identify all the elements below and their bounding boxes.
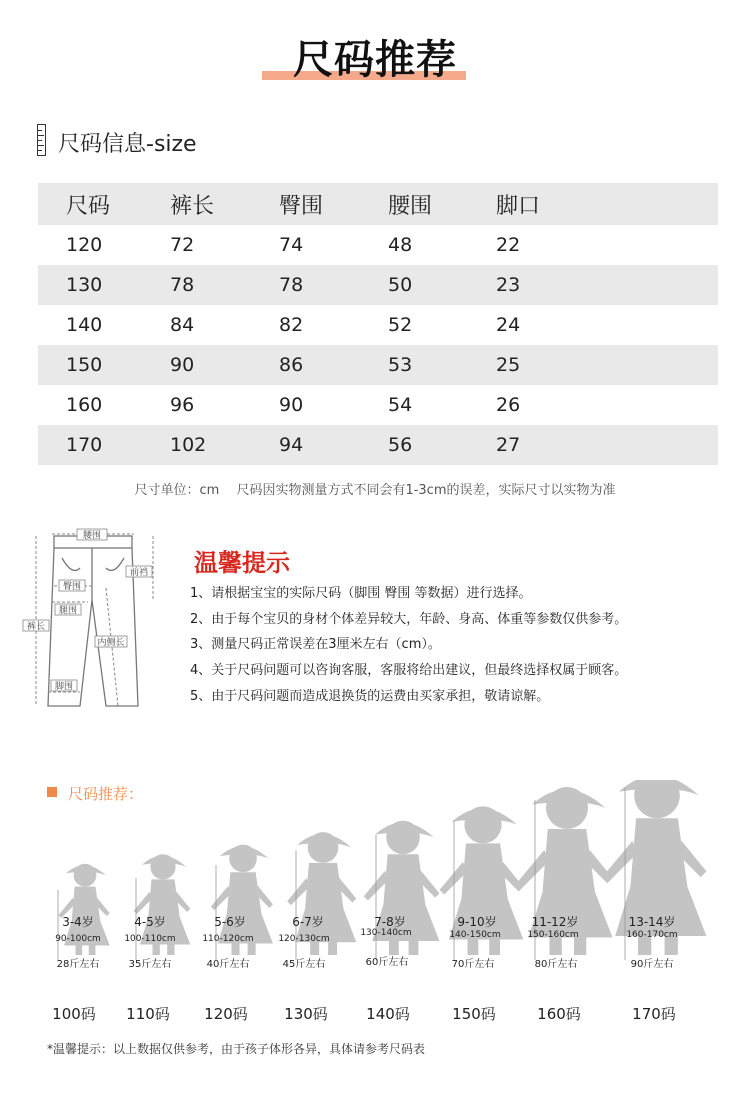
header-cell: 臀围 [279, 193, 324, 219]
header-cell: 脚口 [496, 193, 541, 219]
table-cell: 23 [496, 274, 521, 296]
page-title: 尺码推荐 [293, 37, 457, 83]
footnote: *温馨提示：以上数据仅供参考，由于孩子体形各异，具体请参考尺码表 [47, 1042, 426, 1056]
table-cell: 78 [170, 274, 195, 296]
group-height: 150-160cm [527, 930, 579, 940]
diagram-length-label: 裤长 [26, 621, 46, 631]
group-size: 170码 [632, 1005, 676, 1023]
group-age: 4-5岁 [134, 915, 166, 929]
group-height: 120-130cm [278, 934, 330, 944]
table-cell: 102 [170, 434, 207, 456]
size-info-heading: 尺码信息-size [58, 132, 197, 157]
table-cell: 56 [388, 434, 413, 456]
tips-title: 温馨提示 [194, 549, 290, 577]
group-weight: 90斤左右 [630, 959, 674, 970]
table-row [38, 305, 718, 345]
table-cell: 150 [66, 354, 103, 376]
header-cell: 裤长 [170, 193, 215, 219]
table-cell: 140 [66, 314, 103, 336]
group-size: 140码 [366, 1005, 410, 1023]
group-weight: 35斤左右 [128, 959, 172, 970]
group-age: 11-12岁 [531, 915, 579, 929]
table-cell: 90 [279, 394, 304, 416]
table-row [38, 425, 718, 465]
group-height: 130-140cm [360, 928, 412, 938]
group-height: 160-170cm [626, 930, 678, 940]
size-table [38, 183, 718, 465]
group-weight: 60斤左右 [365, 957, 409, 968]
group-height: 100-110cm [124, 934, 176, 944]
group-size: 160码 [537, 1005, 581, 1023]
table-row [38, 385, 718, 425]
table-cell: 84 [170, 314, 195, 336]
group-age: 3-4岁 [62, 915, 94, 929]
group-height: 140-150cm [449, 930, 501, 940]
table-cell: 120 [66, 234, 103, 256]
table-cell: 27 [496, 434, 521, 456]
recommend-heading: 尺码推荐： [68, 785, 144, 803]
group-size: 120码 [204, 1005, 248, 1023]
tip-item: 3、测量尺码正常误差在3厘米左右（cm）。 [190, 637, 441, 652]
tip-item: 2、由于每个宝贝的身材个体差异较大，年龄、身高、体重等参数仅供参考。 [190, 612, 628, 627]
table-cell: 74 [279, 234, 304, 256]
diagram-hip-label: 臀围 [62, 581, 82, 591]
group-age: 9-10岁 [457, 915, 497, 929]
table-cell: 50 [388, 274, 413, 296]
group-size: 130码 [284, 1005, 328, 1023]
table-cell: 22 [496, 234, 521, 256]
group-weight: 70斤左右 [451, 959, 495, 970]
table-cell: 160 [66, 394, 103, 416]
pants-diagram [22, 528, 172, 713]
table-cell: 86 [279, 354, 304, 376]
table-cell: 26 [496, 394, 521, 416]
table-cell: 94 [279, 434, 304, 456]
table-cell: 53 [388, 354, 413, 376]
unit-note: 尺寸单位：cm 尺码因实物测量方式不同会有1-3cm的误差，实际尺寸以实物为准 [134, 483, 616, 498]
ruler-icon [37, 124, 46, 156]
table-row [38, 345, 718, 385]
group-weight: 45斤左右 [282, 959, 326, 970]
table-row [38, 265, 718, 305]
table-cell: 170 [66, 434, 103, 456]
group-size: 110码 [126, 1005, 170, 1023]
header-cell: 尺码 [66, 193, 111, 219]
header-cell: 腰围 [388, 193, 433, 219]
group-age: 5-6岁 [214, 915, 246, 929]
table-cell: 130 [66, 274, 103, 296]
table-row [38, 225, 718, 265]
group-height: 90-100cm [55, 934, 101, 944]
table-cell: 52 [388, 314, 413, 336]
group-age: 6-7岁 [292, 915, 324, 929]
group-weight: 80斤左右 [534, 959, 578, 970]
group-size: 150码 [452, 1005, 496, 1023]
diagram-front-rise-label: 前裆 [129, 567, 149, 577]
table-cell: 90 [170, 354, 195, 376]
table-cell: 54 [388, 394, 413, 416]
table-cell: 82 [279, 314, 304, 336]
table-cell: 48 [388, 234, 413, 256]
group-age: 7-8岁 [374, 915, 406, 929]
table-cell: 25 [496, 354, 521, 376]
diagram-thigh-label: 腿围 [58, 605, 78, 615]
diagram-inseam-label: 内侧长 [97, 637, 125, 647]
group-weight: 28斤左右 [56, 959, 100, 970]
group-age: 13-14岁 [628, 915, 676, 929]
table-cell: 72 [170, 234, 195, 256]
tip-item: 5、由于尺码问题而造成退换货的运费由买家承担，敬请谅解。 [190, 689, 550, 704]
tip-item: 1、请根据宝宝的实际尺码（脚围 臀围 等数据）进行选择。 [190, 586, 532, 601]
group-height: 110-120cm [202, 934, 254, 944]
table-cell: 96 [170, 394, 195, 416]
diagram-waist-label: 腰围 [82, 530, 102, 540]
group-size: 100码 [52, 1005, 96, 1023]
table-cell: 78 [279, 274, 304, 296]
tip-item: 4、关于尺码问题可以咨询客服，客服将给出建议，但最终选择权属于顾客。 [190, 663, 628, 678]
table-cell: 24 [496, 314, 521, 336]
diagram-hem-label: 脚围 [54, 681, 74, 691]
group-weight: 40斤左右 [206, 959, 250, 970]
table-header-row [38, 183, 718, 225]
